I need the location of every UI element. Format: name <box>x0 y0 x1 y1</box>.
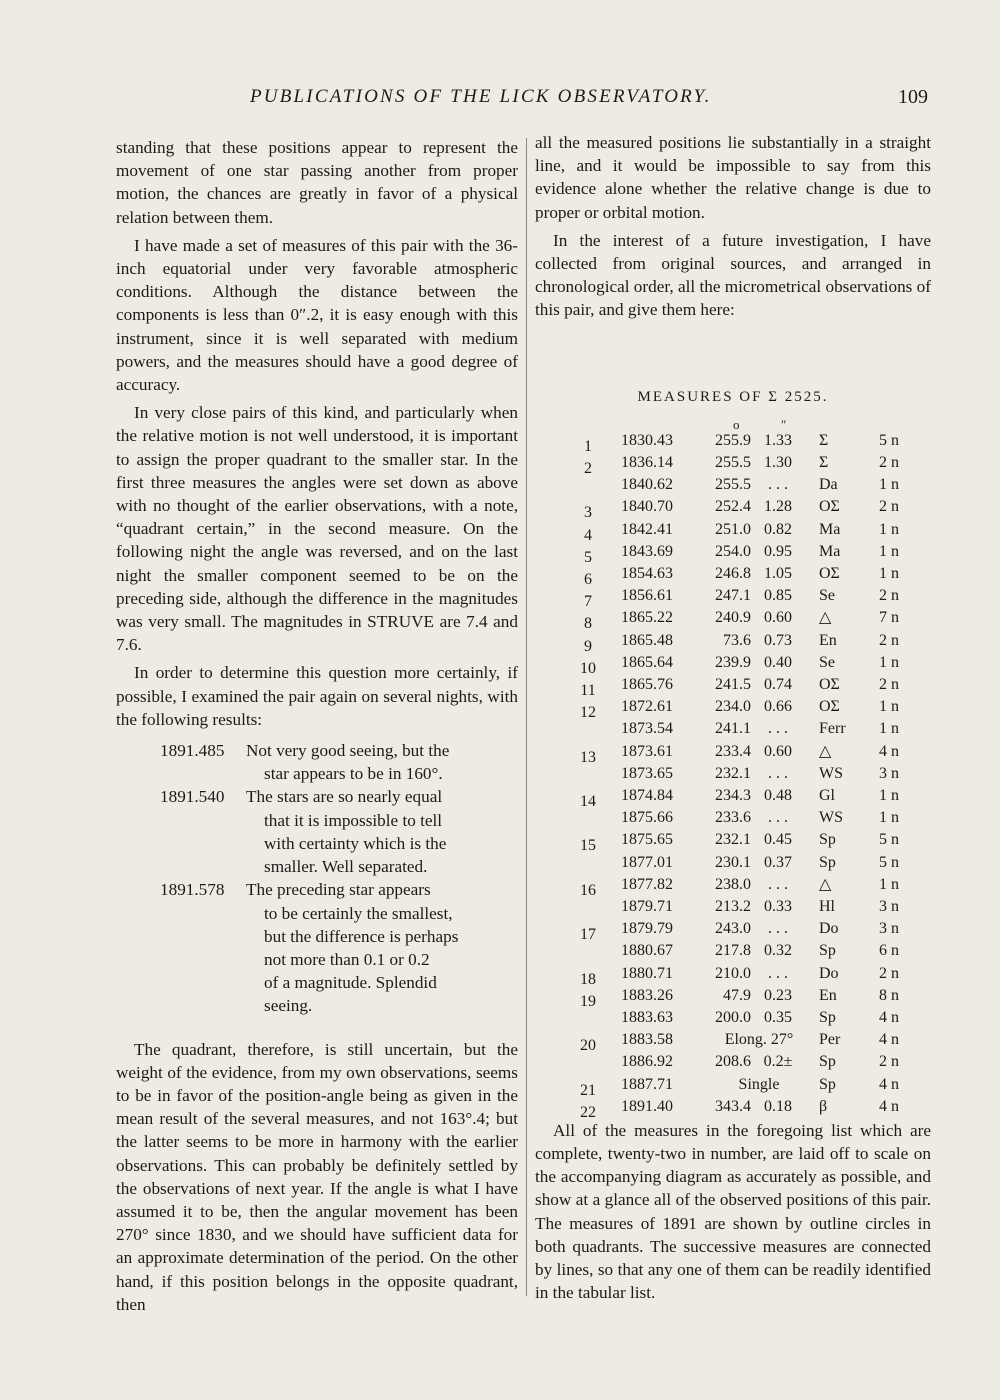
table-row <box>535 1006 931 1028</box>
left-column <box>116 136 518 1321</box>
note-line: seeing. <box>264 996 313 1016</box>
observation-note <box>116 739 518 785</box>
measures-table <box>535 416 931 1121</box>
row-date: 1854.63 <box>621 565 673 583</box>
row-observer: Hl <box>819 898 835 916</box>
paragraph: In very close pairs of this kind, and particularly when the relative motion is not well understood, it is important to assign the proper quadrant to the smaller star. In the first three measures the angles were set down as above with no thought of the earlier observations, with a note, “quadrant certain,” in the second measure. On the following night the angle was reversed, and on the last night the smaller component seemed to be on the preceding side, although the difference in the magnitudes was very small. The magnitudes in STRUVE are 7.4 and 7.6. <box>116 403 518 655</box>
row-date: 1865.48 <box>621 631 673 649</box>
table-row <box>535 1073 931 1099</box>
row-position-angle: 210.0 <box>715 964 751 982</box>
page-number: 109 <box>898 86 928 108</box>
row-index: 1 <box>584 437 592 455</box>
note-year: 1891.578 <box>160 880 225 900</box>
table-row <box>535 895 931 917</box>
row-position-angle: 213.2 <box>715 898 751 916</box>
table-row <box>535 1095 931 1121</box>
observation-note <box>116 785 518 878</box>
row-distance: 0.48 <box>764 787 792 805</box>
row-nights: 2 n <box>879 498 899 516</box>
table-row <box>535 939 931 961</box>
row-nights: 1 n <box>879 476 899 494</box>
row-observer: WS <box>819 809 843 827</box>
row-observer: En <box>819 986 837 1004</box>
row-date: 1887.71 <box>621 1075 673 1093</box>
row-distance: . . . <box>768 720 788 738</box>
row-distance: 0.18 <box>764 1097 792 1115</box>
row-observer: OΣ <box>819 498 840 516</box>
row-observer: Do <box>819 920 839 938</box>
row-nights: 2 n <box>879 964 899 982</box>
row-date: 1843.69 <box>621 542 673 560</box>
row-date: 1880.67 <box>621 942 673 960</box>
row-nights: 2 n <box>879 676 899 694</box>
row-index: 7 <box>584 593 592 611</box>
row-position-angle: 243.0 <box>715 920 751 938</box>
row-position-angle: 234.0 <box>715 698 751 716</box>
table-row <box>535 1028 931 1055</box>
row-distance: 0.95 <box>764 542 792 560</box>
row-index: 11 <box>580 682 596 700</box>
paragraph: The quadrant, therefore, is still uncertain, but the weight of the evidence, from my own observations, seems to be in favor of the position-angle being as given in the mean result of the several measures, and not 163°.4; but the latter seems to be more in harmony with the earlier observations. This can probably be definitely settled by the observations of next year. If the angle is what I have assumed it to be, then the angular movement has been 270° since 1830, and we should have sufficient data for an approximate determination of the period. On the other hand, if this position belongs in the opposite quadrant, then <box>116 1039 518 1314</box>
row-observer: Sp <box>819 1009 836 1027</box>
row-nights: 1 n <box>879 520 899 538</box>
row-index: 8 <box>584 615 592 633</box>
row-observer: Ma <box>819 542 841 560</box>
table-title: MEASURES OF Σ 2525. <box>637 388 829 405</box>
row-date: 1879.71 <box>621 898 673 916</box>
row-date: 1865.76 <box>621 676 673 694</box>
row-distance: 0.85 <box>764 587 792 605</box>
row-observer: Per <box>819 1031 841 1049</box>
row-index: 10 <box>580 659 596 677</box>
table-row <box>535 673 931 700</box>
row-distance: 0.74 <box>764 676 792 694</box>
row-date: 1875.66 <box>621 809 673 827</box>
row-date: 1865.64 <box>621 653 673 671</box>
row-index: 15 <box>580 837 596 855</box>
table-row <box>535 984 931 1010</box>
row-position-angle: 208.6 <box>715 1053 751 1071</box>
row-distance: 0.82 <box>764 520 792 538</box>
row-observer: Sp <box>819 1053 836 1071</box>
table-row <box>535 495 931 522</box>
paragraph: I have made a set of measures of this pair with the 36-inch equatorial under very favorable atmospheric conditions. Although the distance between the components is less than 0″.2, it is easy enough with this instrument, since it is well separated with medium powers, and the measures should have a good degree of accuracy. <box>116 235 518 395</box>
table-row <box>535 784 931 811</box>
row-position-angle: 200.0 <box>715 1009 751 1027</box>
row-nights: 4 n <box>879 1075 899 1093</box>
row-date: 1865.22 <box>621 609 673 627</box>
row-nights: 2 n <box>879 587 899 605</box>
row-distance: . . . <box>768 920 788 938</box>
column-divider <box>526 138 527 1296</box>
row-nights: 5 n <box>879 853 899 871</box>
table-row <box>535 584 931 611</box>
row-position-angle: 343.4 <box>715 1097 751 1115</box>
row-position-angle: 255.9 <box>715 431 751 449</box>
table-row <box>535 806 931 828</box>
row-date: 1880.71 <box>621 964 673 982</box>
row-position-angle: 240.9 <box>715 609 751 627</box>
row-nights: 3 n <box>879 764 899 782</box>
row-distance: 1.30 <box>764 454 792 472</box>
paragraph: all the measured positions lie substantially in a straight line, and it would be impossible to say from this evidence alone whether the relative change is due to proper or orbital motion. <box>535 133 931 222</box>
note-line: with certainty which is the <box>264 833 447 853</box>
row-observer: OΣ <box>819 676 840 694</box>
row-nights: 1 n <box>879 809 899 827</box>
row-index: 19 <box>580 992 596 1010</box>
row-nights: 2 n <box>879 1053 899 1071</box>
note-line: that it is impossible to tell <box>264 810 443 830</box>
row-observer: Sp <box>819 831 836 849</box>
row-position-angle: 252.4 <box>715 498 751 516</box>
note-year: 1891.540 <box>160 787 225 807</box>
row-nights: 1 n <box>879 542 899 560</box>
paragraph: All of the measures in the foregoing list which are complete, twenty-two in number, are laid off to scale on the accompanying diagram as accurately as possible, and show at a glance all of the observed positions of this pair. The measures of 1891 are shown by outline circles in both quadrants. The successive measures are connected by lines, so that any one of them can be readily identified in the tabular list. <box>535 1120 931 1303</box>
row-observer: Do <box>819 964 839 982</box>
row-observer: Ma <box>819 520 841 538</box>
note-line: The stars are so nearly equal <box>246 787 443 807</box>
row-distance: . . . <box>768 875 788 893</box>
row-distance: 0.35 <box>764 1009 792 1027</box>
note-line: smaller. Well separated. <box>264 857 428 877</box>
row-observer: Ferr <box>819 720 846 738</box>
row-observer: Sp <box>819 942 836 960</box>
note-year: 1891.485 <box>160 741 225 761</box>
note-line: of a magnitude. Splendid <box>264 973 437 993</box>
row-nights: 1 n <box>879 787 899 805</box>
table-row <box>535 851 931 873</box>
row-observer: Se <box>819 587 835 605</box>
row-distance: 0.37 <box>764 853 792 871</box>
row-position-angle: 233.4 <box>715 742 751 760</box>
row-index: 22 <box>580 1103 596 1121</box>
table-row <box>535 962 931 988</box>
running-title: PUBLICATIONS OF THE LICK OBSERVATORY. <box>250 86 712 107</box>
row-nights: 5 n <box>879 431 899 449</box>
row-position-angle: 246.8 <box>715 565 751 583</box>
row-index: 9 <box>584 637 592 655</box>
table-row <box>535 828 931 855</box>
row-nights: 2 n <box>879 454 899 472</box>
row-index: 17 <box>580 926 596 944</box>
row-index: 3 <box>584 504 592 522</box>
row-nights: 4 n <box>879 742 899 760</box>
note-line: not more than 0.1 or 0.2 <box>264 949 430 969</box>
row-date: 1883.26 <box>621 986 673 1004</box>
row-observer: OΣ <box>819 698 840 716</box>
table-row <box>535 717 931 739</box>
row-position-angle: 230.1 <box>715 853 751 871</box>
row-index: 21 <box>580 1081 596 1099</box>
row-nights: 1 n <box>879 720 899 738</box>
row-position-angle: 238.0 <box>715 875 751 893</box>
observation-note <box>116 878 518 1017</box>
row-date: 1883.63 <box>621 1009 673 1027</box>
row-date: 1879.79 <box>621 920 673 938</box>
row-observer: β <box>819 1097 828 1115</box>
row-date: 1873.54 <box>621 720 673 738</box>
row-position-angle: 47.9 <box>723 986 751 1004</box>
row-position-angle: 247.1 <box>715 587 751 605</box>
row-index: 5 <box>584 548 592 566</box>
row-nights: 3 n <box>879 920 899 938</box>
table-row <box>535 451 931 478</box>
row-date: 1842.41 <box>621 520 673 538</box>
row-observer: Σ <box>819 431 829 449</box>
row-position-angle: 73.6 <box>723 631 751 649</box>
row-nights: 6 n <box>879 942 899 960</box>
note-line: Not very good seeing, but the <box>246 741 450 761</box>
row-nights: 4 n <box>879 1031 899 1049</box>
row-position-angle: 234.3 <box>715 787 751 805</box>
row-distance: . . . <box>768 476 788 494</box>
row-index: 13 <box>580 748 596 766</box>
row-nights: 8 n <box>879 986 899 1004</box>
row-date: 1830.43 <box>621 431 673 449</box>
row-nights: 4 n <box>879 1009 899 1027</box>
row-observer: △ <box>819 875 832 893</box>
row-position-angle: 254.0 <box>715 542 751 560</box>
row-date: 1891.40 <box>621 1097 673 1115</box>
row-distance: 0.32 <box>764 942 792 960</box>
row-index: 6 <box>584 571 592 589</box>
row-date: 1840.70 <box>621 498 673 516</box>
row-date: 1877.82 <box>621 875 673 893</box>
table-row <box>535 1050 931 1072</box>
row-observer: Sp <box>819 853 836 871</box>
row-date: 1874.84 <box>621 787 673 805</box>
row-observer: Da <box>819 476 838 494</box>
row-distance: 0.60 <box>764 609 792 627</box>
row-distance: 0.2± <box>763 1053 793 1071</box>
row-position-angle: 241.1 <box>715 720 751 738</box>
row-position-angle: 232.1 <box>715 764 751 782</box>
row-nights: 3 n <box>879 898 899 916</box>
row-nights: 4 n <box>879 1097 899 1115</box>
row-position-angle: 233.6 <box>715 809 751 827</box>
row-index: 18 <box>580 970 596 988</box>
row-position-angle: 232.1 <box>715 831 751 849</box>
row-observer: △ <box>819 742 832 760</box>
row-observer: △ <box>819 609 832 627</box>
row-date: 1856.61 <box>621 587 673 605</box>
row-date: 1872.61 <box>621 698 673 716</box>
table-row <box>535 540 931 566</box>
seconds-mark: ″ <box>781 416 787 432</box>
row-nights: 2 n <box>879 631 899 649</box>
table-row <box>535 873 931 899</box>
row-nights: 7 n <box>879 609 899 627</box>
row-nights: 1 n <box>879 565 899 583</box>
note-line: but the difference is perhaps <box>264 926 459 946</box>
row-observer: En <box>819 631 837 649</box>
row-observer: Σ <box>819 454 829 472</box>
row-index: 14 <box>580 793 596 811</box>
table-row <box>535 518 931 544</box>
row-distance: 0.23 <box>764 986 792 1004</box>
paragraph: In order to determine this question more certainly, if possible, I examined the pair again on several nights, with the following results: <box>116 663 518 729</box>
row-position-angle: 255.5 <box>715 454 751 472</box>
paragraph: standing that these positions appear to represent the movement of one star passing another from proper motion, the chances are greatly in favor of a physical relation between them. <box>116 138 518 227</box>
row-position-angle: 255.5 <box>715 476 751 494</box>
row-note: Single <box>738 1075 780 1093</box>
paragraph: In the interest of a future investigation, I have collected from original sources, and arranged in chronological order, all the micrometrical observations of this pair, and give them here: <box>535 230 931 320</box>
note-line: to be certainly the smallest, <box>264 903 453 923</box>
row-position-angle: 239.9 <box>715 653 751 671</box>
row-index: 20 <box>580 1037 596 1055</box>
row-date: 1873.61 <box>621 742 673 760</box>
table-row <box>535 695 931 722</box>
row-date: 1840.62 <box>621 476 673 494</box>
row-index: 4 <box>584 526 592 544</box>
row-date: 1883.58 <box>621 1031 673 1049</box>
row-distance: 0.73 <box>764 631 792 649</box>
note-line: The preceding star appears <box>246 880 431 900</box>
degree-mark: o <box>733 416 740 432</box>
observation-notes <box>116 739 518 1017</box>
row-distance: . . . <box>768 809 788 827</box>
row-nights: 1 n <box>879 653 899 671</box>
row-observer: Se <box>819 653 835 671</box>
table-row <box>535 606 931 633</box>
row-nights: 1 n <box>879 875 899 893</box>
table-row <box>535 429 931 455</box>
row-nights: 5 n <box>879 831 899 849</box>
row-distance: 1.28 <box>764 498 792 516</box>
row-distance: 0.40 <box>764 653 792 671</box>
row-distance: . . . <box>768 964 788 982</box>
table-row <box>535 917 931 944</box>
row-distance: 1.05 <box>764 565 792 583</box>
row-index: 16 <box>580 881 596 899</box>
row-distance: 0.66 <box>764 698 792 716</box>
row-date: 1886.92 <box>621 1053 673 1071</box>
row-position-angle: 251.0 <box>715 520 751 538</box>
row-observer: OΣ <box>819 565 840 583</box>
row-note: Elong. 27° <box>724 1031 794 1049</box>
column-unit-marks <box>535 413 931 432</box>
row-position-angle: 217.8 <box>715 942 751 960</box>
row-distance: 0.33 <box>764 898 792 916</box>
row-distance: . . . <box>768 764 788 782</box>
right-column <box>535 131 931 1309</box>
table-row <box>535 740 931 766</box>
row-date: 1877.01 <box>621 853 673 871</box>
table-row <box>535 473 931 495</box>
row-observer: WS <box>819 764 843 782</box>
table-row <box>535 651 931 677</box>
row-distance: 1.33 <box>764 431 792 449</box>
row-index: 12 <box>580 704 596 722</box>
row-observer: Gl <box>819 787 835 805</box>
note-line: star appears to be in 160°. <box>264 764 443 784</box>
row-distance: 0.45 <box>764 831 792 849</box>
row-date: 1873.65 <box>621 764 673 782</box>
row-observer: Sp <box>819 1075 836 1093</box>
row-distance: 0.60 <box>764 742 792 760</box>
row-date: 1836.14 <box>621 454 673 472</box>
table-row <box>535 629 931 655</box>
row-nights: 1 n <box>879 698 899 716</box>
row-date: 1875.65 <box>621 831 673 849</box>
row-index: 2 <box>584 460 592 478</box>
table-row <box>535 762 931 784</box>
table-row <box>535 562 931 589</box>
row-position-angle: 241.5 <box>715 676 751 694</box>
